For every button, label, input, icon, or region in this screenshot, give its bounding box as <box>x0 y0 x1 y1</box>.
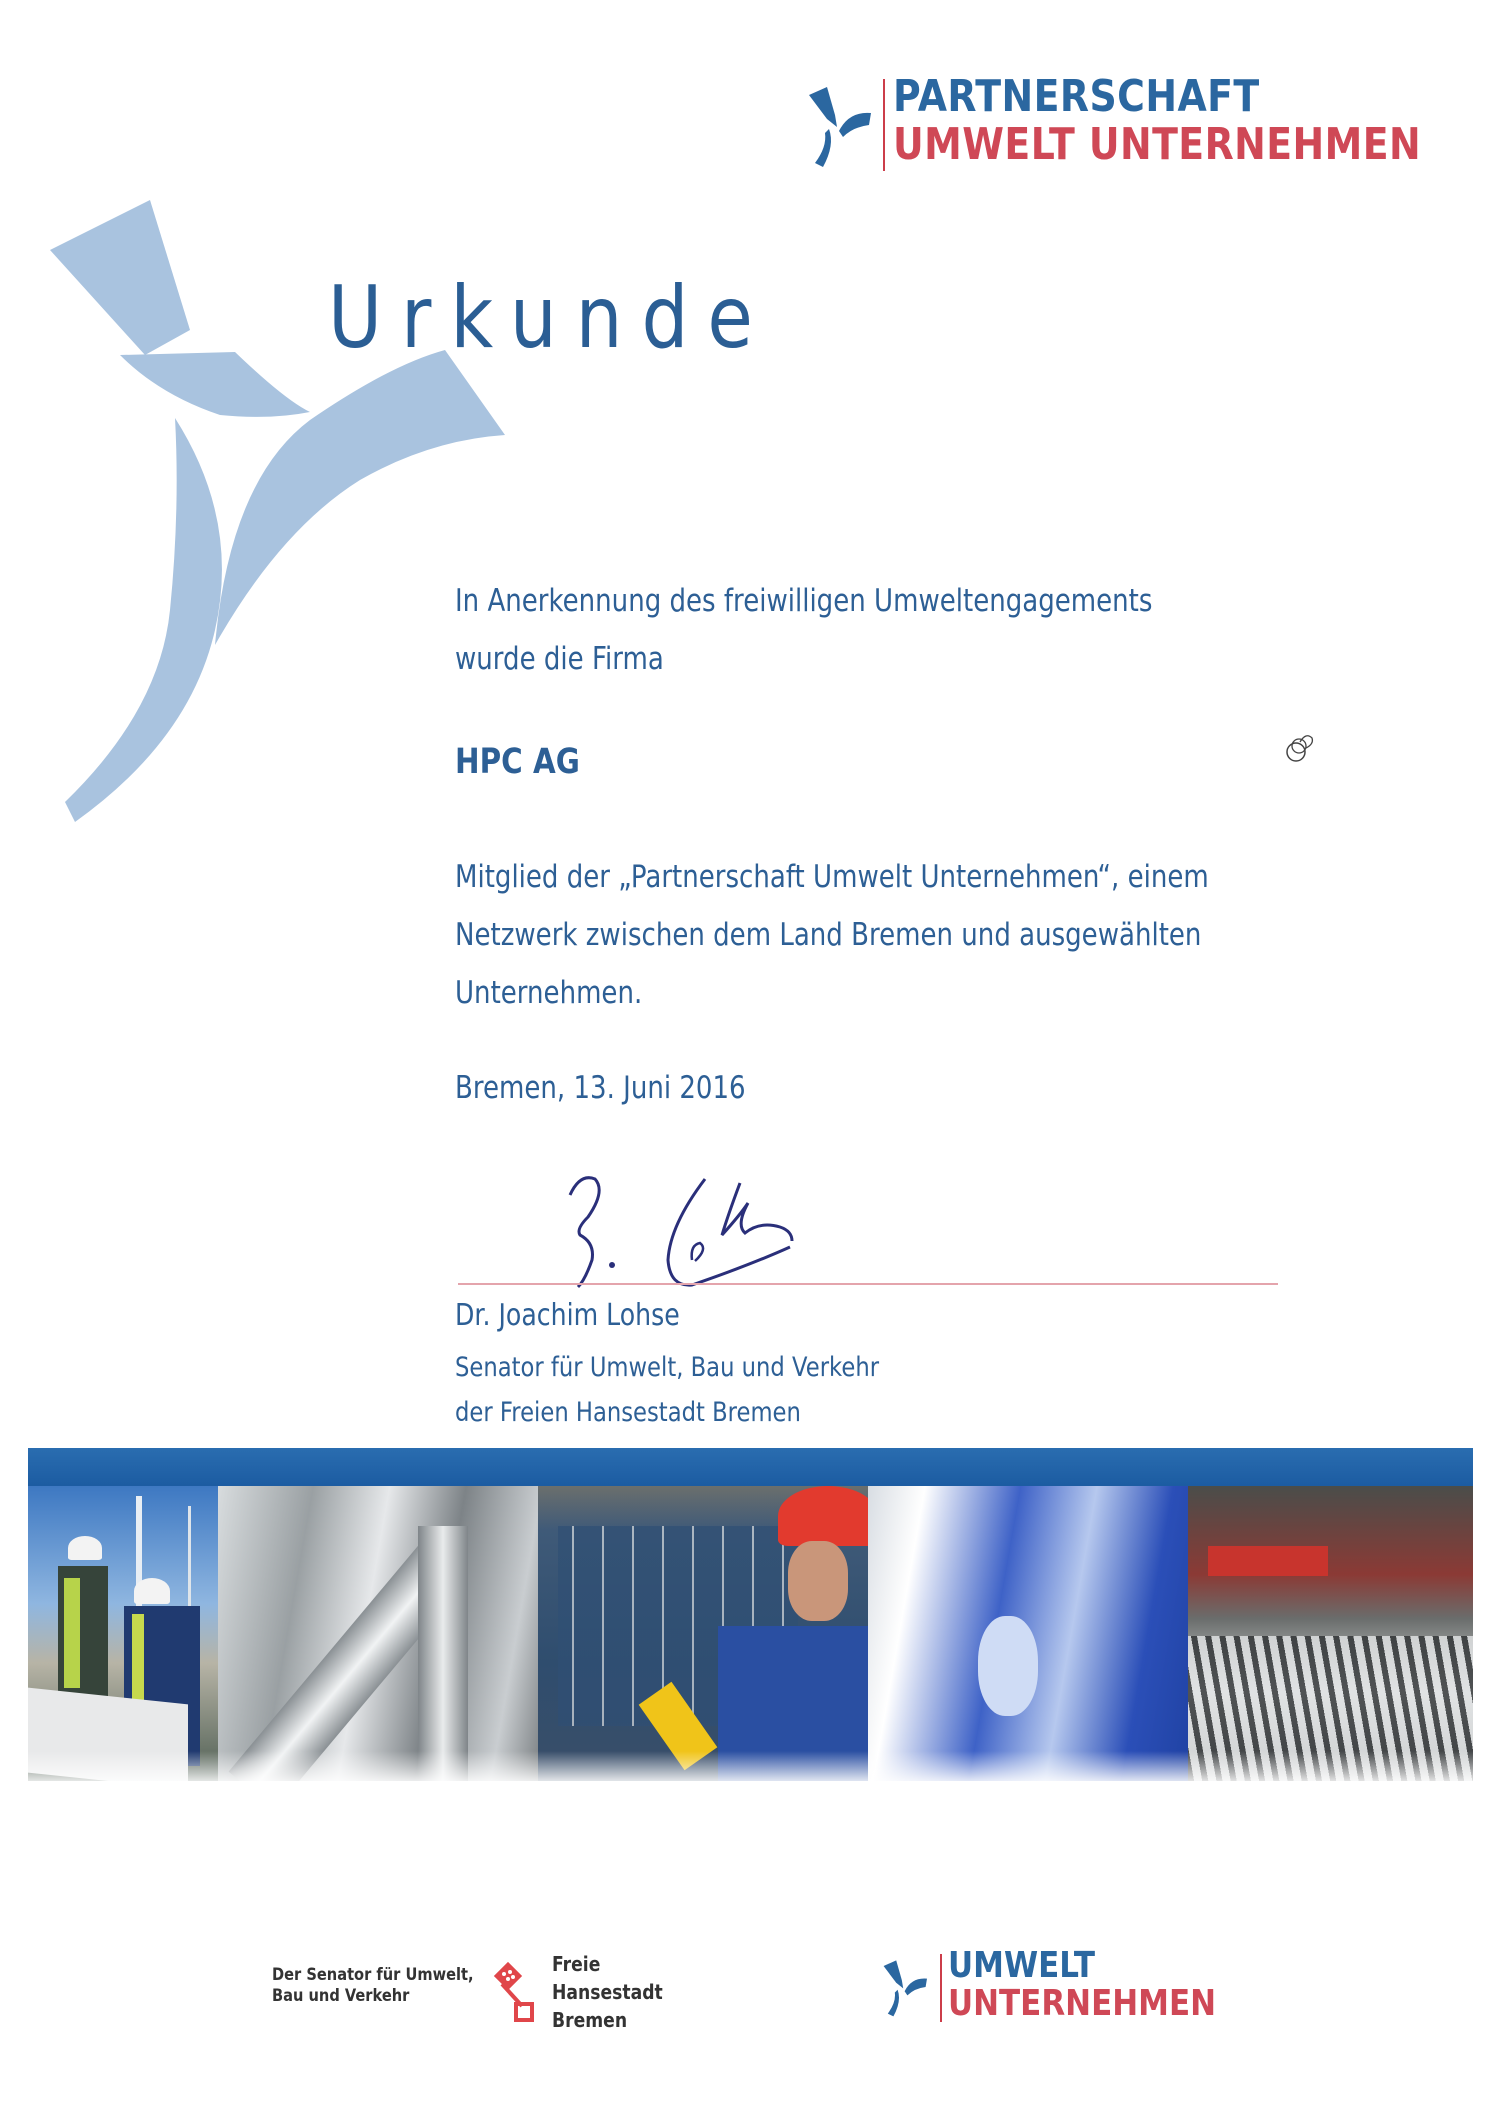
windmill-swirl-icon <box>880 1952 932 2022</box>
banner-bar <box>28 1448 1473 1488</box>
footer-logo-line-1: UMWELT <box>948 1945 1095 1986</box>
company-name: HPC AG <box>455 742 580 782</box>
signature-icon <box>540 1165 880 1295</box>
banner-fade <box>28 1751 1473 1781</box>
signature-line <box>458 1283 1278 1285</box>
signer-role <box>455 1345 879 1435</box>
industrial-pipes-photo <box>218 1486 548 1781</box>
signer-name: Dr. Joachim Lohse <box>455 1298 680 1333</box>
photo-collage <box>28 1486 1473 1781</box>
signer-role-line-2: der Freien Hansestadt Bremen <box>455 1397 801 1428</box>
membership-text <box>455 848 1209 1022</box>
footer-senator-line-1: Der Senator für Umwelt, <box>272 1965 474 1985</box>
intro-line-1: In Anerkennung des freiwilligen Umweltengagements <box>455 583 1153 619</box>
footer-logo <box>880 1945 1280 2028</box>
footer-logo-line-2: UNTERNEHMEN <box>948 1983 1216 2024</box>
footer-bremen-line-1: Freie <box>552 1952 601 1976</box>
wind-turbine-workers-photo <box>28 1486 228 1781</box>
footer-bremen-line-2: Hansestadt <box>552 1980 663 2004</box>
place-date: Bremen, 13. Juni 2016 <box>455 1070 746 1106</box>
membership-line-2: Netzwerk zwischen dem Land Bremen und ausgewählten <box>455 917 1202 953</box>
logo-line-2: UMWELT UNTERNEHMEN <box>893 119 1422 170</box>
ink-scribble-icon <box>1280 728 1320 768</box>
bremen-key-icon <box>492 1960 538 2024</box>
footer-senator-text <box>272 1965 474 2007</box>
circuit-board-technician-photo <box>538 1486 878 1781</box>
membership-line-3: Unternehmen. <box>455 975 643 1011</box>
water-splash-photo <box>868 1486 1198 1781</box>
logo-line-1: PARTNERSCHAFT <box>893 71 1260 122</box>
logo-divider <box>940 1954 942 2022</box>
signer-role-line-1: Senator für Umwelt, Bau und Verkehr <box>455 1352 880 1383</box>
certificate-title: Urkunde <box>328 268 772 368</box>
footer-bremen-text <box>552 1950 663 2034</box>
windmill-swirl-icon <box>805 75 877 175</box>
footer-bremen-line-3: Bremen <box>552 2008 628 2032</box>
intro-text <box>455 572 1152 688</box>
production-line-photo <box>1188 1486 1473 1781</box>
intro-line-2: wurde die Firma <box>455 641 664 677</box>
logo-divider <box>883 79 885 171</box>
footer-senator-line-2: Bau und Verkehr <box>272 1986 410 2006</box>
membership-line-1: Mitglied der „Partnerschaft Umwelt Unternehmen“, einem <box>455 859 1209 895</box>
header-logo <box>805 71 1445 180</box>
